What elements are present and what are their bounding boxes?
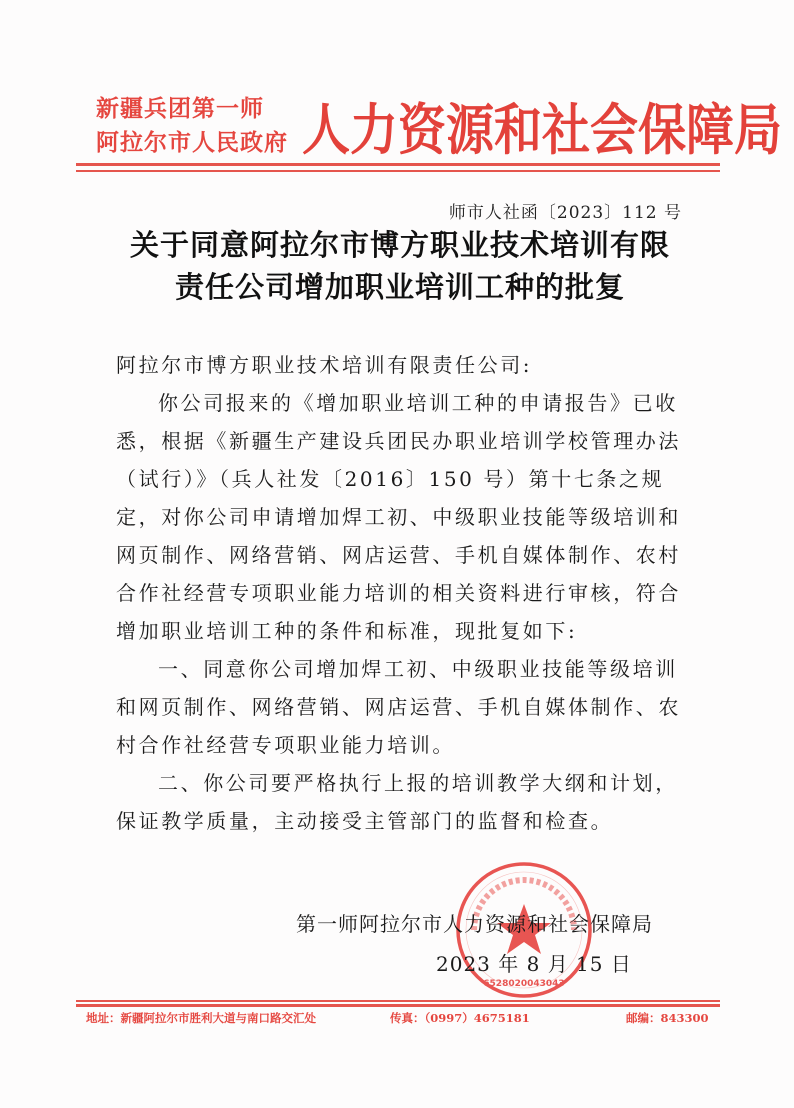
svg-text:6528020043043: 6528020043043 <box>483 979 565 989</box>
body-paragraph-1: 你公司报来的《增加职业培训工种的申请报告》已收悉，根据《新疆生产建设兵团民办职业培训学校管理办法（试行）》（兵人社发〔2016〕150 号）第十七条之规定，对你公司申请增加焊工初、中级职业技能等级培训和网页制作、网络营销、网店运营、手机自媒体制作、农村合作社经营专项职业能力培训的相关资料进行审核，符合增加职业培训工种的条件和标准，现批复如下: <box>116 391 681 643</box>
letterhead-agency-name: 人力资源和社会保障局 <box>302 98 783 163</box>
footer-fax: 传真：（0997）4675181 <box>390 1011 530 1025</box>
footer-divider-thin <box>76 1000 720 1002</box>
letterhead-issuer <box>96 92 296 160</box>
footer-address: 地址：新疆阿拉尔市胜利大道与南口路交汇处 <box>86 1011 316 1025</box>
footer-divider-thick <box>76 1004 720 1007</box>
addressee: 阿拉尔市博方职业技术培训有限责任公司: <box>116 353 533 377</box>
body-paragraph-2: 一、同意你公司增加焊工初、中级职业技能等级培训和网页制作、网络营销、网店运营、手机自媒体制作、农村合作社经营专项职业能力培训。 <box>116 657 681 757</box>
issuer-line-2: 阿拉尔市人民政府 <box>96 129 288 156</box>
document-title-line-2: 责任公司增加职业培训工种的批复 <box>174 270 625 304</box>
footer-postcode: 邮编：843300 <box>626 1011 709 1025</box>
document-body <box>116 346 696 840</box>
document-title-line-1: 关于同意阿拉尔市博方职业技术培训有限 <box>129 228 670 262</box>
signature-date: 2023 年 8 月 15 日 <box>436 952 632 976</box>
header-divider-thick <box>76 163 720 166</box>
document-number: 师市人社函〔2023〕112 号 <box>448 203 682 223</box>
signature-agency: 第一师阿拉尔市人力资源和社会保障局 <box>296 912 653 936</box>
header-divider-thin <box>76 170 720 172</box>
issuer-line-1: 新疆兵团第一师 <box>96 95 264 122</box>
body-paragraph-3: 二、你公司要严格执行上报的培训教学大纲和计划，保证教学质量，主动接受主管部门的监督和检查。 <box>116 771 678 833</box>
